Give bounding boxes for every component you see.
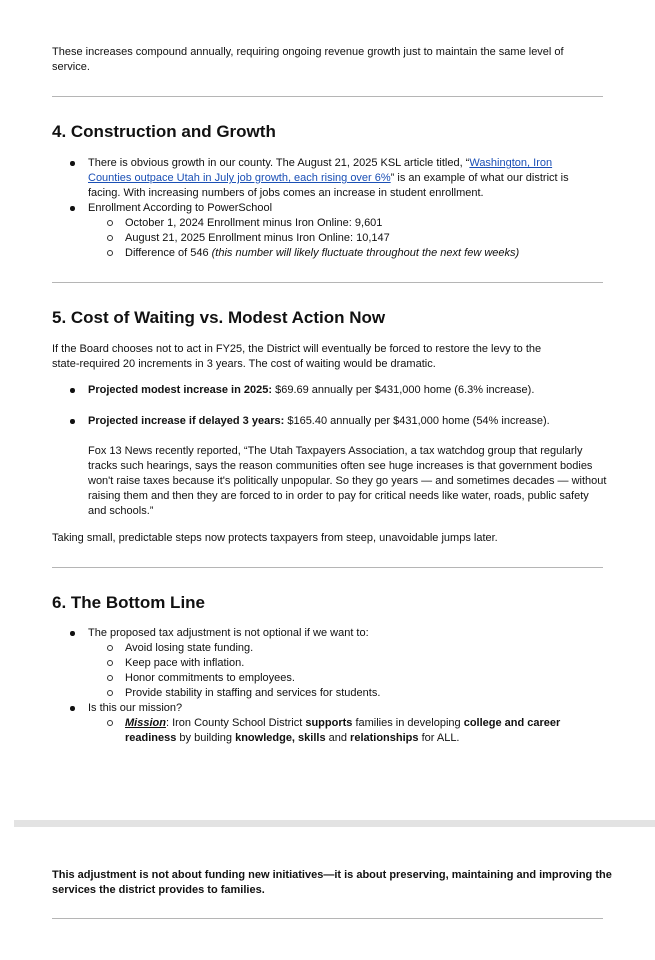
divider: [52, 96, 603, 97]
ksl-article-link[interactable]: Washington, Iron Counties outpace Utah in July job growth, each rising over 6%: [88, 157, 553, 184]
bottom-line-bullet: The proposed tax adjustment is not optional if we want to:: [88, 627, 369, 639]
intro-paragraph: These increases compound annually, requiring ongoing revenue growth just to maintain the same level of service.: [52, 46, 564, 73]
mission-college-career: college and career readiness: [125, 717, 561, 744]
sub-bullet-icon: [107, 720, 113, 726]
projected-delayed-increase: [88, 414, 608, 429]
sub-bullet-icon: [107, 250, 113, 256]
mission-text: families in developing: [352, 717, 464, 729]
reason-employees: Honor commitments to employees.: [125, 672, 295, 684]
mission-supports: supports: [305, 717, 353, 729]
mission-relationships: relationships: [350, 732, 419, 744]
mission-statement: [125, 716, 595, 746]
page-break: [14, 820, 655, 827]
mission-text: : Iron County School District: [165, 717, 306, 729]
divider: [52, 282, 603, 283]
mission-knowledge-skills: knowledge, skills: [235, 732, 326, 744]
difference-text: Difference of 546: [125, 247, 212, 259]
bullet-icon: [70, 706, 75, 711]
enrollment-difference: [125, 246, 519, 261]
section-5-paragraph: If the Board chooses not to act in FY25, the District will eventually be forced to restore the levy to the state-required 20 increments in 3 years. The cost of waiting would be dramatic.: [52, 343, 542, 370]
modest-increase-value: $69.69 annually per $431,000 home (6.3% increase).: [272, 384, 535, 396]
mission-question: Is this our mission?: [88, 702, 183, 714]
sub-bullet-icon: [107, 235, 113, 241]
sub-bullet-icon: [107, 660, 113, 666]
growth-text-start: There is obvious growth in our county. The August 21, 2025 KSL article titled, “: [88, 157, 470, 169]
sub-bullet-icon: [107, 675, 113, 681]
reason-inflation: Keep pace with inflation.: [125, 657, 245, 669]
modest-increase-label: Projected modest increase in 2025:: [88, 384, 273, 396]
projected-modest-increase: [88, 383, 608, 398]
enrollment-2025: August 21, 2025 Enrollment minus Iron Online: 10,147: [125, 232, 390, 244]
enrollment-2024: October 1, 2024 Enrollment minus Iron Online: 9,601: [125, 217, 383, 229]
mission-text: by building: [176, 732, 236, 744]
delayed-increase-label: Projected increase if delayed 3 years:: [88, 415, 285, 427]
fox13-quote: Fox 13 News recently reported, “The Utah Taxpayers Association, a tax watchdog group that regularly tracks such hearings, says the reason communities often see huge increases is that government bodies won't raise taxes because it's politically unpopular. So they go years — and sometimes decades — without raising them and then they are forced to in order to pay for critical needs like water, roads, public safety and schools.”: [88, 445, 607, 517]
bullet-icon: [70, 631, 75, 636]
bottom-statement: This adjustment is not about funding new initiatives—it is about preserving, maintaining and improving the services the district provides to families.: [52, 869, 612, 896]
divider: [52, 567, 603, 568]
sub-bullet-icon: [107, 220, 113, 226]
section-5-heading: 5. Cost of Waiting vs. Modest Action Now: [52, 308, 386, 327]
mission-text: for ALL.: [418, 732, 460, 744]
delayed-increase-value: $165.40 annually per $431,000 home (54% increase).: [284, 415, 550, 427]
sub-bullet-icon: [107, 690, 113, 696]
section-4-bullet-growth: [88, 156, 593, 201]
section-6-heading: 6. The Bottom Line: [52, 593, 205, 612]
divider: [52, 918, 603, 919]
section-4-bullet-enrollment: Enrollment According to PowerSchool: [88, 202, 273, 214]
section-4-heading: 4. Construction and Growth: [52, 122, 276, 141]
mission-label: Mission: [125, 717, 166, 729]
section-5-closing: Taking small, predictable steps now protects taxpayers from steep, unavoidable jumps later.: [52, 532, 498, 544]
reason-stability: Provide stability in staffing and services for students.: [125, 687, 381, 699]
bullet-icon: [70, 161, 75, 166]
sub-bullet-icon: [107, 645, 113, 651]
bullet-icon: [70, 419, 75, 424]
growth-text-end: ” is an example of what our district is facing. With increasing numbers of jobs comes an increase in student enrollment.: [88, 172, 569, 199]
mission-text: and: [325, 732, 351, 744]
difference-note: (this number will likely fluctuate throughout the next few weeks): [211, 247, 520, 259]
bullet-icon: [70, 388, 75, 393]
bullet-icon: [70, 206, 75, 211]
reason-state-funding: Avoid losing state funding.: [125, 642, 254, 654]
